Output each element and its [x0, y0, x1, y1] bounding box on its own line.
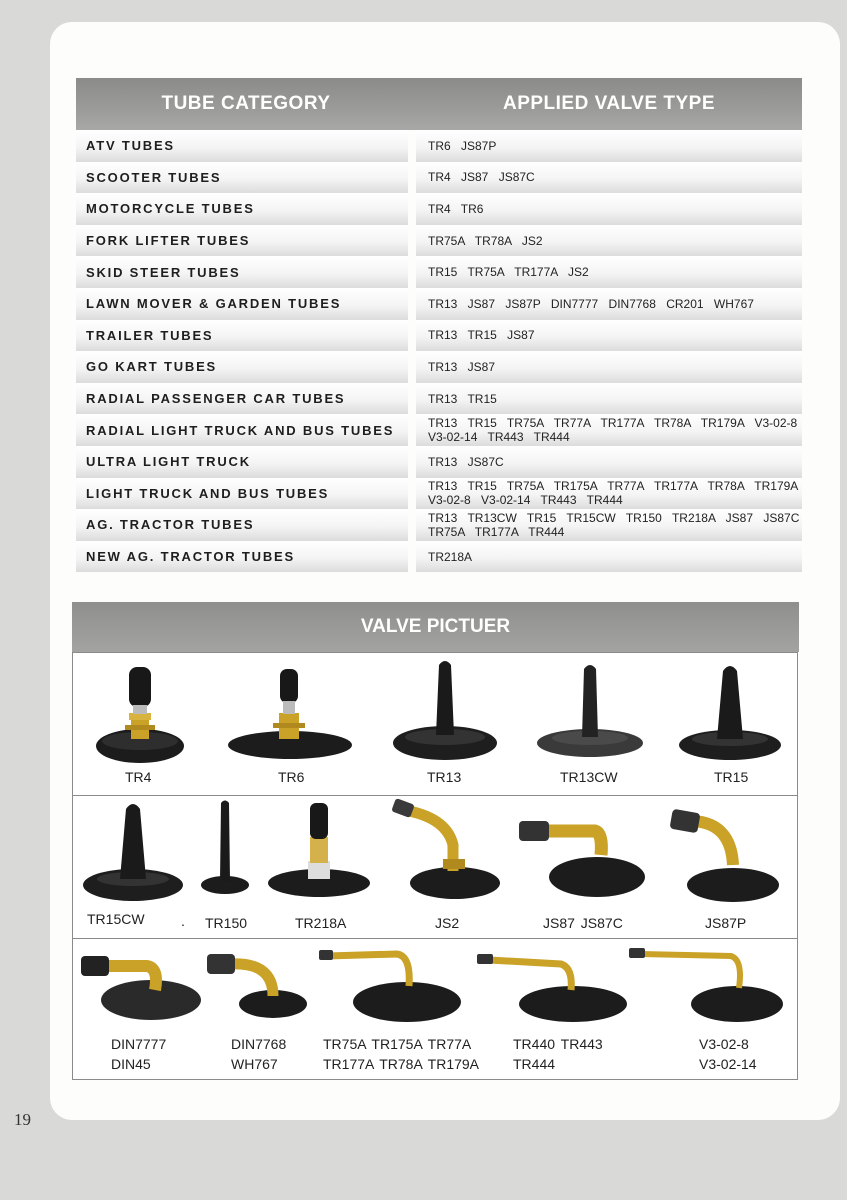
tube-category-cell: TRAILER TUBES [76, 320, 408, 352]
table-row [76, 478, 802, 510]
valve-label-tr4: TR4 [125, 769, 152, 785]
valve-type-cell: TR6 JS87P [416, 130, 802, 162]
tube-category-table [76, 78, 802, 572]
tube-category-cell: LAWN MOVER & GARDEN TUBES [76, 288, 408, 320]
valve-label-tr75a-line2: TR177A TR78A TR179A [323, 1056, 480, 1072]
valve-label-v3-group [699, 1034, 757, 1074]
table-row [76, 383, 802, 415]
valve-label-js2: JS2 [435, 915, 460, 931]
table-row [76, 288, 802, 320]
valve-tr13-image [391, 657, 499, 767]
valve-label-tr75a-group [323, 1034, 479, 1074]
valve-type-cell: TR13 TR15 [416, 383, 802, 415]
tube-category-cell: RADIAL PASSENGER CAR TUBES [76, 383, 408, 415]
valve-tr75a-image [319, 946, 465, 1026]
valve-label-din7777: DIN7777 [111, 1036, 167, 1052]
valve-type-cell: TR13 TR15 JS87 [416, 320, 802, 352]
valve-label-tr15cw: TR15CW [87, 911, 145, 927]
tube-category-cell: NEW AG. TRACTOR TUBES [76, 541, 408, 573]
table-row [76, 351, 802, 383]
valve-type-cell: TR13 TR15 TR75A TR77A TR177A TR78A TR179A V3-02-8 V3-02-14 TR443 TR444 [416, 414, 802, 446]
valve-label-tr75a-line1: TR75A TR175A TR77A [323, 1036, 472, 1052]
table-row [76, 162, 802, 194]
header-applied-valve-type: APPLIED VALVE TYPE [502, 93, 716, 114]
tube-category-cell: ULTRA LIGHT TRUCK [76, 446, 408, 478]
valve-type-cell: TR13 JS87 [416, 351, 802, 383]
tube-category-cell: RADIAL LIGHT TRUCK AND BUS TUBES [76, 414, 408, 446]
valve-type-cell: TR218A [416, 541, 802, 573]
valve-picture-grid [72, 652, 798, 1080]
valve-js2-image [391, 797, 503, 903]
valve-label-v3-02-8: V3-02-8 [699, 1036, 749, 1052]
valve-type-cell: TR15 TR75A TR177A JS2 [416, 256, 802, 288]
tube-category-cell: LIGHT TRUCK AND BUS TUBES [76, 478, 408, 510]
table-header [76, 78, 802, 130]
valve-label-din7768: DIN7768 [231, 1036, 287, 1052]
valve-label-v3-02-14: V3-02-14 [699, 1056, 757, 1072]
valve-tr218a-image [266, 799, 372, 899]
valve-tr15-image [677, 663, 783, 763]
valve-label-wh767: WH767 [231, 1056, 278, 1072]
valve-type-cell: TR4 JS87 JS87C [416, 162, 802, 194]
tube-category-cell: ATV TUBES [76, 130, 408, 162]
table-row [76, 320, 802, 352]
table-row [76, 414, 802, 446]
table-row [76, 256, 802, 288]
valve-row-2 [73, 795, 797, 939]
header-tube-category: TUBE CATEGORY [161, 93, 331, 114]
valve-label-js87p: JS87P [705, 915, 747, 931]
tube-category-cell: MOTORCYCLE TUBES [76, 193, 408, 225]
table-row [76, 509, 802, 541]
valve-label-tr150: TR150 [205, 915, 248, 931]
table-row [76, 193, 802, 225]
valve-label-tr444: TR444 [513, 1056, 556, 1072]
tube-category-cell: FORK LIFTER TUBES [76, 225, 408, 257]
valve-tr440-image [477, 952, 631, 1028]
stray-dot: . [181, 913, 185, 929]
valve-label-tr218a: TR218A [295, 915, 347, 931]
valve-label-js87-js87c: JS87 JS87C [543, 915, 623, 931]
valve-js87p-image [669, 807, 781, 907]
valve-label-tr13cw: TR13CW [560, 769, 618, 785]
table-row [76, 130, 802, 162]
valve-type-cell: TR75A TR78A JS2 [416, 225, 802, 257]
valve-label-din7768-wh767 [231, 1034, 286, 1074]
table-row [76, 225, 802, 257]
valve-label-tr13: TR13 [427, 769, 462, 785]
valve-type-cell: TR13 JS87 JS87P DIN7777 DIN7768 CR201 WH767 [416, 288, 802, 320]
valve-tr4-image [93, 661, 188, 766]
valve-tr150-image [199, 799, 251, 899]
valve-label-tr440-line1: TR440 TR443 [513, 1036, 603, 1052]
valve-label-din45: DIN45 [111, 1056, 151, 1072]
valve-tr13cw-image [535, 663, 645, 763]
valve-type-cell: TR13 TR13CW TR15 TR15CW TR150 TR218A JS87 JS87C TR75A TR177A TR444 [416, 509, 802, 541]
tube-category-cell: SCOOTER TUBES [76, 162, 408, 194]
valve-tr15cw-image [81, 801, 185, 905]
valve-tr6-image [225, 665, 355, 765]
tube-category-cell: SKID STEER TUBES [76, 256, 408, 288]
page-number: 19 [14, 1110, 31, 1129]
valve-din7777-image [79, 948, 203, 1024]
valve-js87-image [517, 815, 647, 901]
table-body [76, 130, 802, 572]
valve-label-din7777-din45 [111, 1034, 166, 1074]
valve-din7768-image [205, 948, 315, 1024]
tube-category-cell: AG. TRACTOR TUBES [76, 509, 408, 541]
valve-label-tr15: TR15 [714, 769, 749, 785]
valve-label-tr440-group [513, 1034, 603, 1074]
valve-type-cell: TR13 TR15 TR75A TR175A TR77A TR177A TR78A TR179A V3-02-8 V3-02-14 TR443 TR444 [416, 478, 802, 510]
valve-picture-header: VALVE PICTUER [72, 602, 799, 652]
tube-category-cell: GO KART TUBES [76, 351, 408, 383]
valve-row-3 [73, 938, 797, 1079]
valve-type-cell: TR4 TR6 [416, 193, 802, 225]
valve-row-1 [73, 653, 797, 796]
valve-v3-02-8-image [629, 946, 789, 1028]
valve-type-cell: TR13 JS87C [416, 446, 802, 478]
table-row [76, 446, 802, 478]
valve-label-tr6: TR6 [278, 769, 305, 785]
table-row [76, 541, 802, 573]
